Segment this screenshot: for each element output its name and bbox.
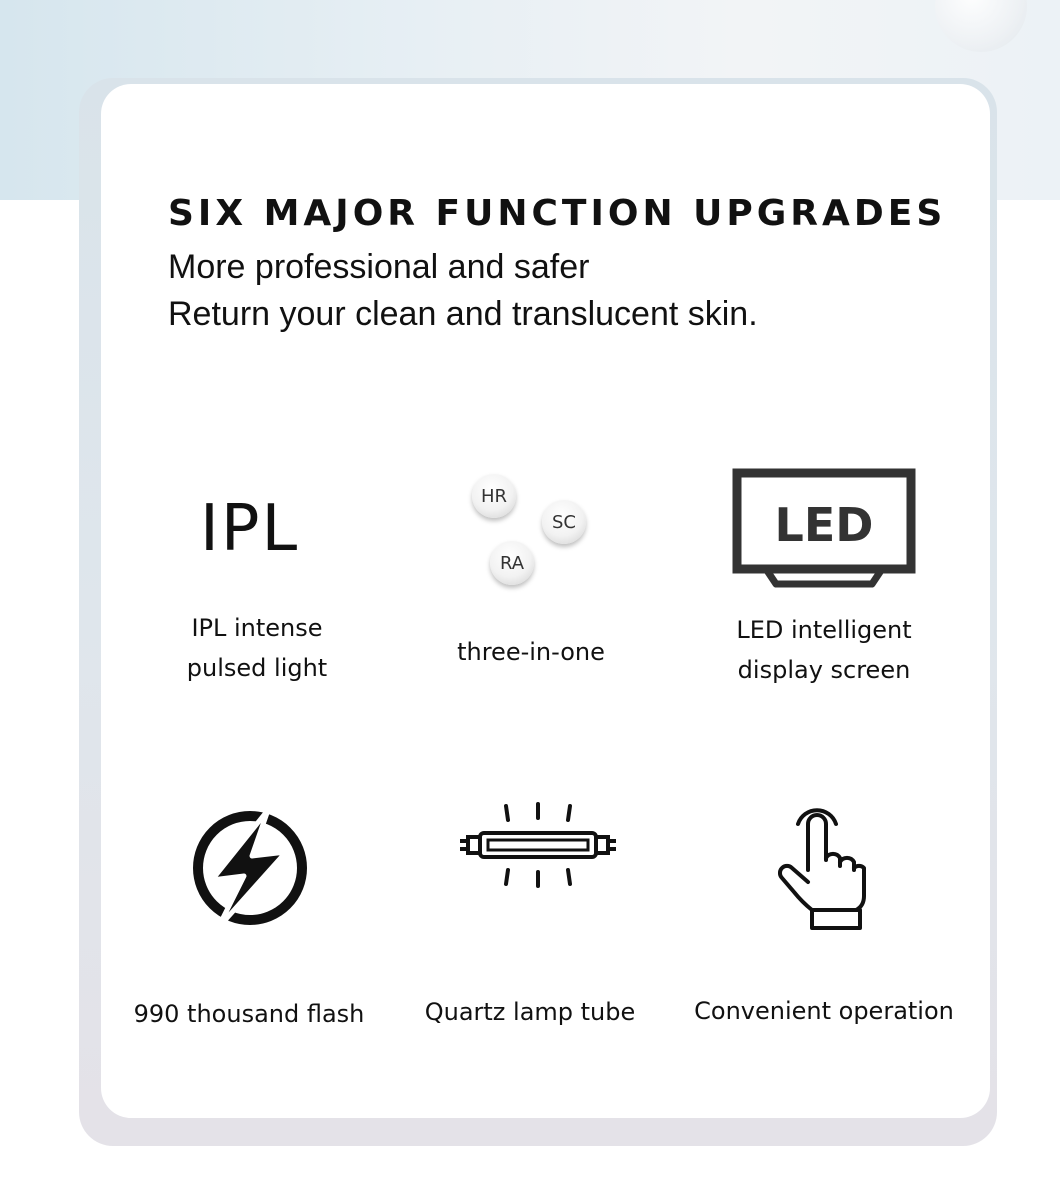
led-monitor-icon [732, 468, 916, 588]
lightning-bolt-icon [188, 806, 312, 930]
feature-label-line: IPL intense [191, 614, 323, 642]
feature-label-three-in-one: three-in-one [457, 638, 605, 666]
feature-label-flash: 990 thousand flash [133, 1000, 365, 1028]
bubble-ra: RA [490, 541, 534, 585]
feature-card [101, 84, 990, 1118]
feature-label-quartz-lamp: Quartz lamp tube [424, 998, 636, 1026]
led-icon-text: LED [774, 498, 874, 552]
feature-label-convenient-operation: Convenient operation [694, 997, 954, 1025]
subtitle-line-2: Return your clean and translucent skin. [168, 295, 758, 333]
feature-label-line: display screen [737, 656, 911, 684]
page-title: SIX MAJOR FUNCTION UPGRADES [168, 193, 947, 234]
subtitle-line-1: More professional and safer [168, 248, 590, 286]
feature-label-line: LED intelligent [736, 616, 912, 644]
feature-label-line: pulsed light [186, 654, 328, 682]
ipl-text-icon: IPL [200, 492, 300, 566]
feature-label-ipl [150, 608, 364, 688]
lamp-tube-icon [458, 800, 618, 890]
pointing-hand-icon [778, 806, 868, 934]
bubble-hr: HR [472, 474, 516, 518]
feature-label-led [710, 610, 938, 690]
bubble-sc: SC [542, 500, 586, 544]
